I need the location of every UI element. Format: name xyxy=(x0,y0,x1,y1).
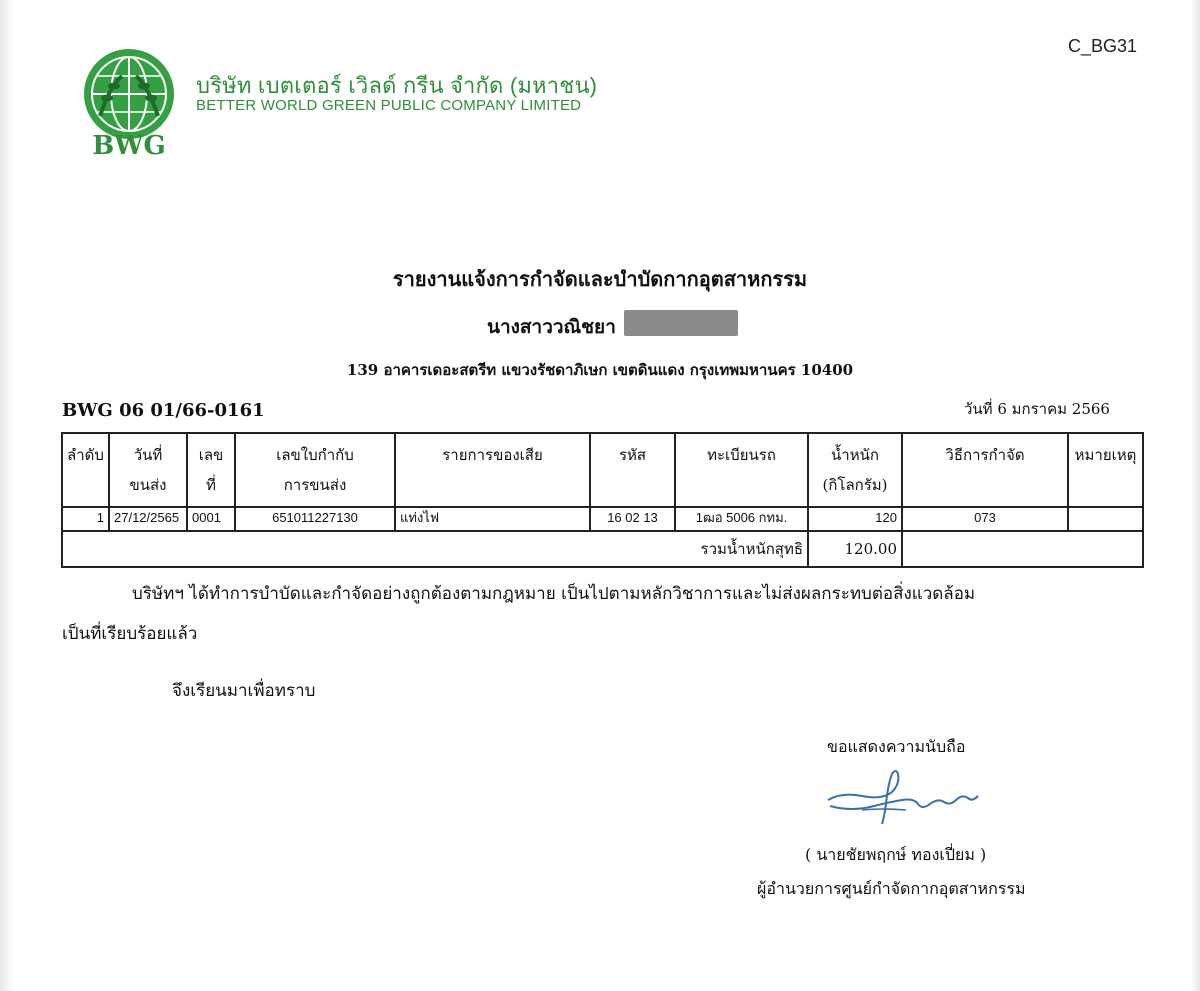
statement-line-1: บริษัทฯ ได้ทำการบำบัดและกำจัดอย่างถูกต้องตามกฎหมาย เป็นไปตามหลักวิชาการและไม่ส่งผลกระทบต่อสิ่งแวดล้อม xyxy=(132,584,976,604)
cell-remarks xyxy=(1068,507,1143,531)
bwg-logo xyxy=(70,46,188,158)
company-name-english: BETTER WORLD GREEN PUBLIC COMPANY LIMITED xyxy=(196,97,582,114)
recipient-name: นางสาววณิชยา xyxy=(487,316,616,338)
col-header-vehicle-plate: ทะเบียนรถ xyxy=(675,433,808,507)
cell-weight: 120 xyxy=(808,507,902,531)
signature-image xyxy=(822,762,982,832)
report-title: รายงานแจ้งการกำจัดและบำบัดกากอุตสาหกรรม xyxy=(392,267,808,291)
table-row xyxy=(62,507,1143,531)
document-date: วันที่ 6 มกราคม 2566 xyxy=(964,400,1110,418)
svg-text:BWG: BWG xyxy=(92,131,166,158)
col-header-waste-item: รายการของเสีย xyxy=(395,433,590,507)
cell-disposal-method: 073 xyxy=(902,507,1068,531)
total-label: รวมน้ำหนักสุทธิ xyxy=(62,531,808,567)
col-header-disposal-method: วิธีการกำจัด xyxy=(902,433,1068,507)
recipient-address: 139 อาคารเดอะสตรีท แขวงรัชดาภิเษก เขตดินแดง กรุงเทพมหานคร 10400 xyxy=(346,361,854,379)
total-blank xyxy=(902,531,1143,567)
cell-transport-date: 27/12/2565 xyxy=(109,507,187,531)
col-header-transport-date: วันที่ ขนส่ง xyxy=(109,433,187,507)
signer-position: ผู้อำนวยการศูนย์กำจัดกากอุตสาหกรรม xyxy=(757,879,1026,898)
table-header-row xyxy=(62,433,1143,507)
reference-number: BWG 06 01/66-0161 xyxy=(62,400,265,421)
cell-waste-item: แท่งไฟ xyxy=(395,507,590,531)
total-row xyxy=(62,531,1143,567)
regards-text: ขอแสดงความนับถือ xyxy=(827,737,966,756)
cell-manifest-no: 651011227130 xyxy=(235,507,395,531)
page-shadow-right xyxy=(1190,0,1200,991)
col-header-manifest-no: เลขใบกำกับ การขนส่ง xyxy=(235,433,395,507)
col-header-weight: น้ำหนัก (กิโลกรัม) xyxy=(808,433,902,507)
company-name-thai: บริษัท เบตเตอร์ เวิลด์ กรีน จำกัด (มหาชน) xyxy=(196,73,598,98)
page-shadow-left xyxy=(0,0,14,991)
cell-code: 16 02 13 xyxy=(590,507,675,531)
col-header-code: รหัส xyxy=(590,433,675,507)
col-header-remarks: หมายเหตุ xyxy=(1068,433,1143,507)
cell-number: 0001 xyxy=(187,507,235,531)
statement-line-2: เป็นที่เรียบร้อยแล้ว xyxy=(62,624,198,644)
waste-disposal-table xyxy=(61,432,1144,568)
total-weight: 120.00 xyxy=(808,531,902,567)
col-header-number: เลข ที่ xyxy=(187,433,235,507)
closing-inform: จึงเรียนมาเพื่อทราบ xyxy=(172,681,316,701)
cell-order: 1 xyxy=(62,507,109,531)
col-header-order: ลำดับ xyxy=(62,433,109,507)
cell-vehicle-plate: 1ฒอ 5006 กทม. xyxy=(675,507,808,531)
signer-name: ( นายชัยพฤกษ์ ทองเปี่ยม ) xyxy=(805,845,987,864)
document-code: C_BG31 xyxy=(1068,36,1138,56)
redacted-surname xyxy=(624,310,738,336)
